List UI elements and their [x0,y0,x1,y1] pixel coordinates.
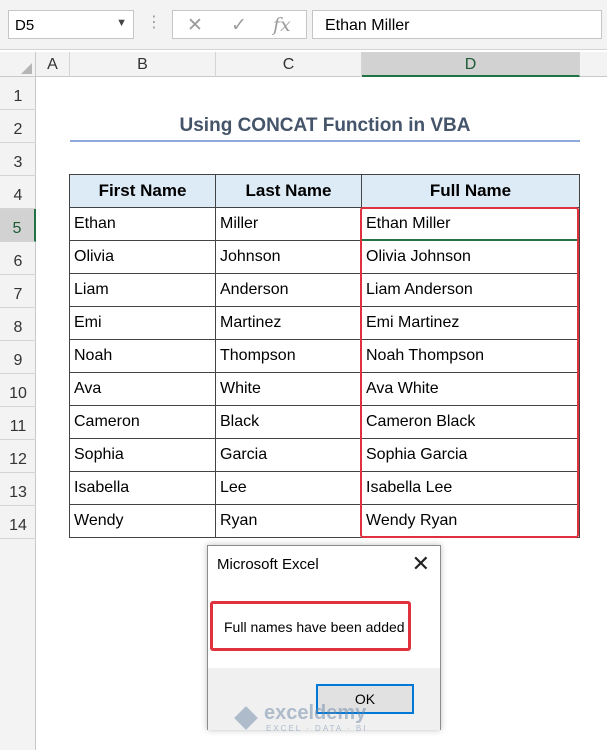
table-row [70,340,580,373]
enter-icon[interactable]: ✓ [231,15,247,36]
row-header[interactable]: 3 [0,143,36,176]
cancel-icon[interactable]: ✕ [187,15,203,36]
row-header[interactable]: 9 [0,341,36,374]
ok-button[interactable]: OK [316,684,414,714]
cell-full-name[interactable]: Isabella Lee [362,472,580,505]
cell-full-name[interactable]: Olivia Johnson [362,241,580,274]
watermark-name: exceldemy [264,702,367,724]
row-header[interactable]: 2 [0,110,36,143]
cell-last-name[interactable]: Thompson [216,340,362,373]
cell-last-name[interactable]: Martinez [216,307,362,340]
cell-first-name[interactable]: Emi [70,307,216,340]
row-headers [0,77,36,750]
table-row [70,208,580,241]
column-header-d[interactable]: D [362,52,580,77]
row-header[interactable]: 8 [0,308,36,341]
column-header-a[interactable]: A [36,52,70,77]
watermark-tagline: EXCEL · DATA · BI [266,724,368,733]
name-box-value: D5 [15,17,35,34]
close-icon[interactable]: ✕ [411,551,430,576]
row-header[interactable]: 4 [0,176,36,209]
names-table [69,174,580,538]
cell-last-name[interactable]: Ryan [216,505,362,538]
cell-last-name[interactable]: Black [216,406,362,439]
header-last-name[interactable]: Last Name [216,175,362,208]
table-row [70,505,580,538]
table-row [70,406,580,439]
header-first-name[interactable]: First Name [70,175,216,208]
row-header[interactable]: 10 [0,374,36,407]
row-header[interactable]: 14 [0,506,36,539]
cell-full-name[interactable]: Ethan Miller [362,208,580,241]
cell-first-name[interactable]: Sophia [70,439,216,472]
cell-full-name[interactable]: Ava White [362,373,580,406]
table-row [70,373,580,406]
row-header[interactable]: 1 [0,77,36,110]
cell-full-name[interactable]: Liam Anderson [362,274,580,307]
sheet-title[interactable]: Using CONCAT Function in VBA [70,110,580,142]
row-header[interactable]: 11 [0,407,36,440]
formula-value: Ethan Miller [325,17,410,34]
name-box[interactable] [8,10,134,39]
cell-first-name[interactable]: Cameron [70,406,216,439]
row-header[interactable]: 7 [0,275,36,308]
column-header-b[interactable]: B [70,52,216,77]
table-row [70,439,580,472]
table-row [70,307,580,340]
cell-first-name[interactable]: Noah [70,340,216,373]
dialog-title: Microsoft Excel [217,556,319,573]
cell-last-name[interactable]: Johnson [216,241,362,274]
cell-full-name[interactable]: Noah Thompson [362,340,580,373]
cell-last-name[interactable]: Anderson [216,274,362,307]
more-icon: ⋮ [146,14,161,31]
cell-last-name[interactable]: Lee [216,472,362,505]
message-highlight [210,601,411,651]
cell-last-name[interactable]: Miller [216,208,362,241]
header-full-name[interactable]: Full Name [362,175,580,208]
chevron-down-icon[interactable]: ▼ [116,17,127,29]
function-icon[interactable]: fx [273,14,291,36]
column-headers [0,52,607,77]
cell-first-name[interactable]: Ethan [70,208,216,241]
cell-first-name[interactable]: Isabella [70,472,216,505]
row-header[interactable]: 13 [0,473,36,506]
formula-bar [0,0,607,50]
table-row [70,472,580,505]
cell-first-name[interactable]: Olivia [70,241,216,274]
cell-first-name[interactable]: Liam [70,274,216,307]
cell-full-name[interactable]: Emi Martinez [362,307,580,340]
row-header[interactable]: 5 [0,209,36,242]
formula-input[interactable] [312,10,602,39]
cell-last-name[interactable]: White [216,373,362,406]
table-row [70,241,580,274]
dialog-message: Full names have been added [224,619,405,635]
row-header[interactable]: 12 [0,440,36,473]
formula-buttons [172,10,307,39]
table-row [70,274,580,307]
column-header-c[interactable]: C [216,52,362,77]
cell-first-name[interactable]: Wendy [70,505,216,538]
cell-full-name[interactable]: Cameron Black [362,406,580,439]
cell-full-name[interactable]: Wendy Ryan [362,505,580,538]
cell-last-name[interactable]: Garcia [216,439,362,472]
select-all-corner[interactable] [0,52,36,77]
cell-full-name[interactable]: Sophia Garcia [362,439,580,472]
cell-first-name[interactable]: Ava [70,373,216,406]
table-header-row [70,175,580,208]
row-header[interactable]: 6 [0,242,36,275]
